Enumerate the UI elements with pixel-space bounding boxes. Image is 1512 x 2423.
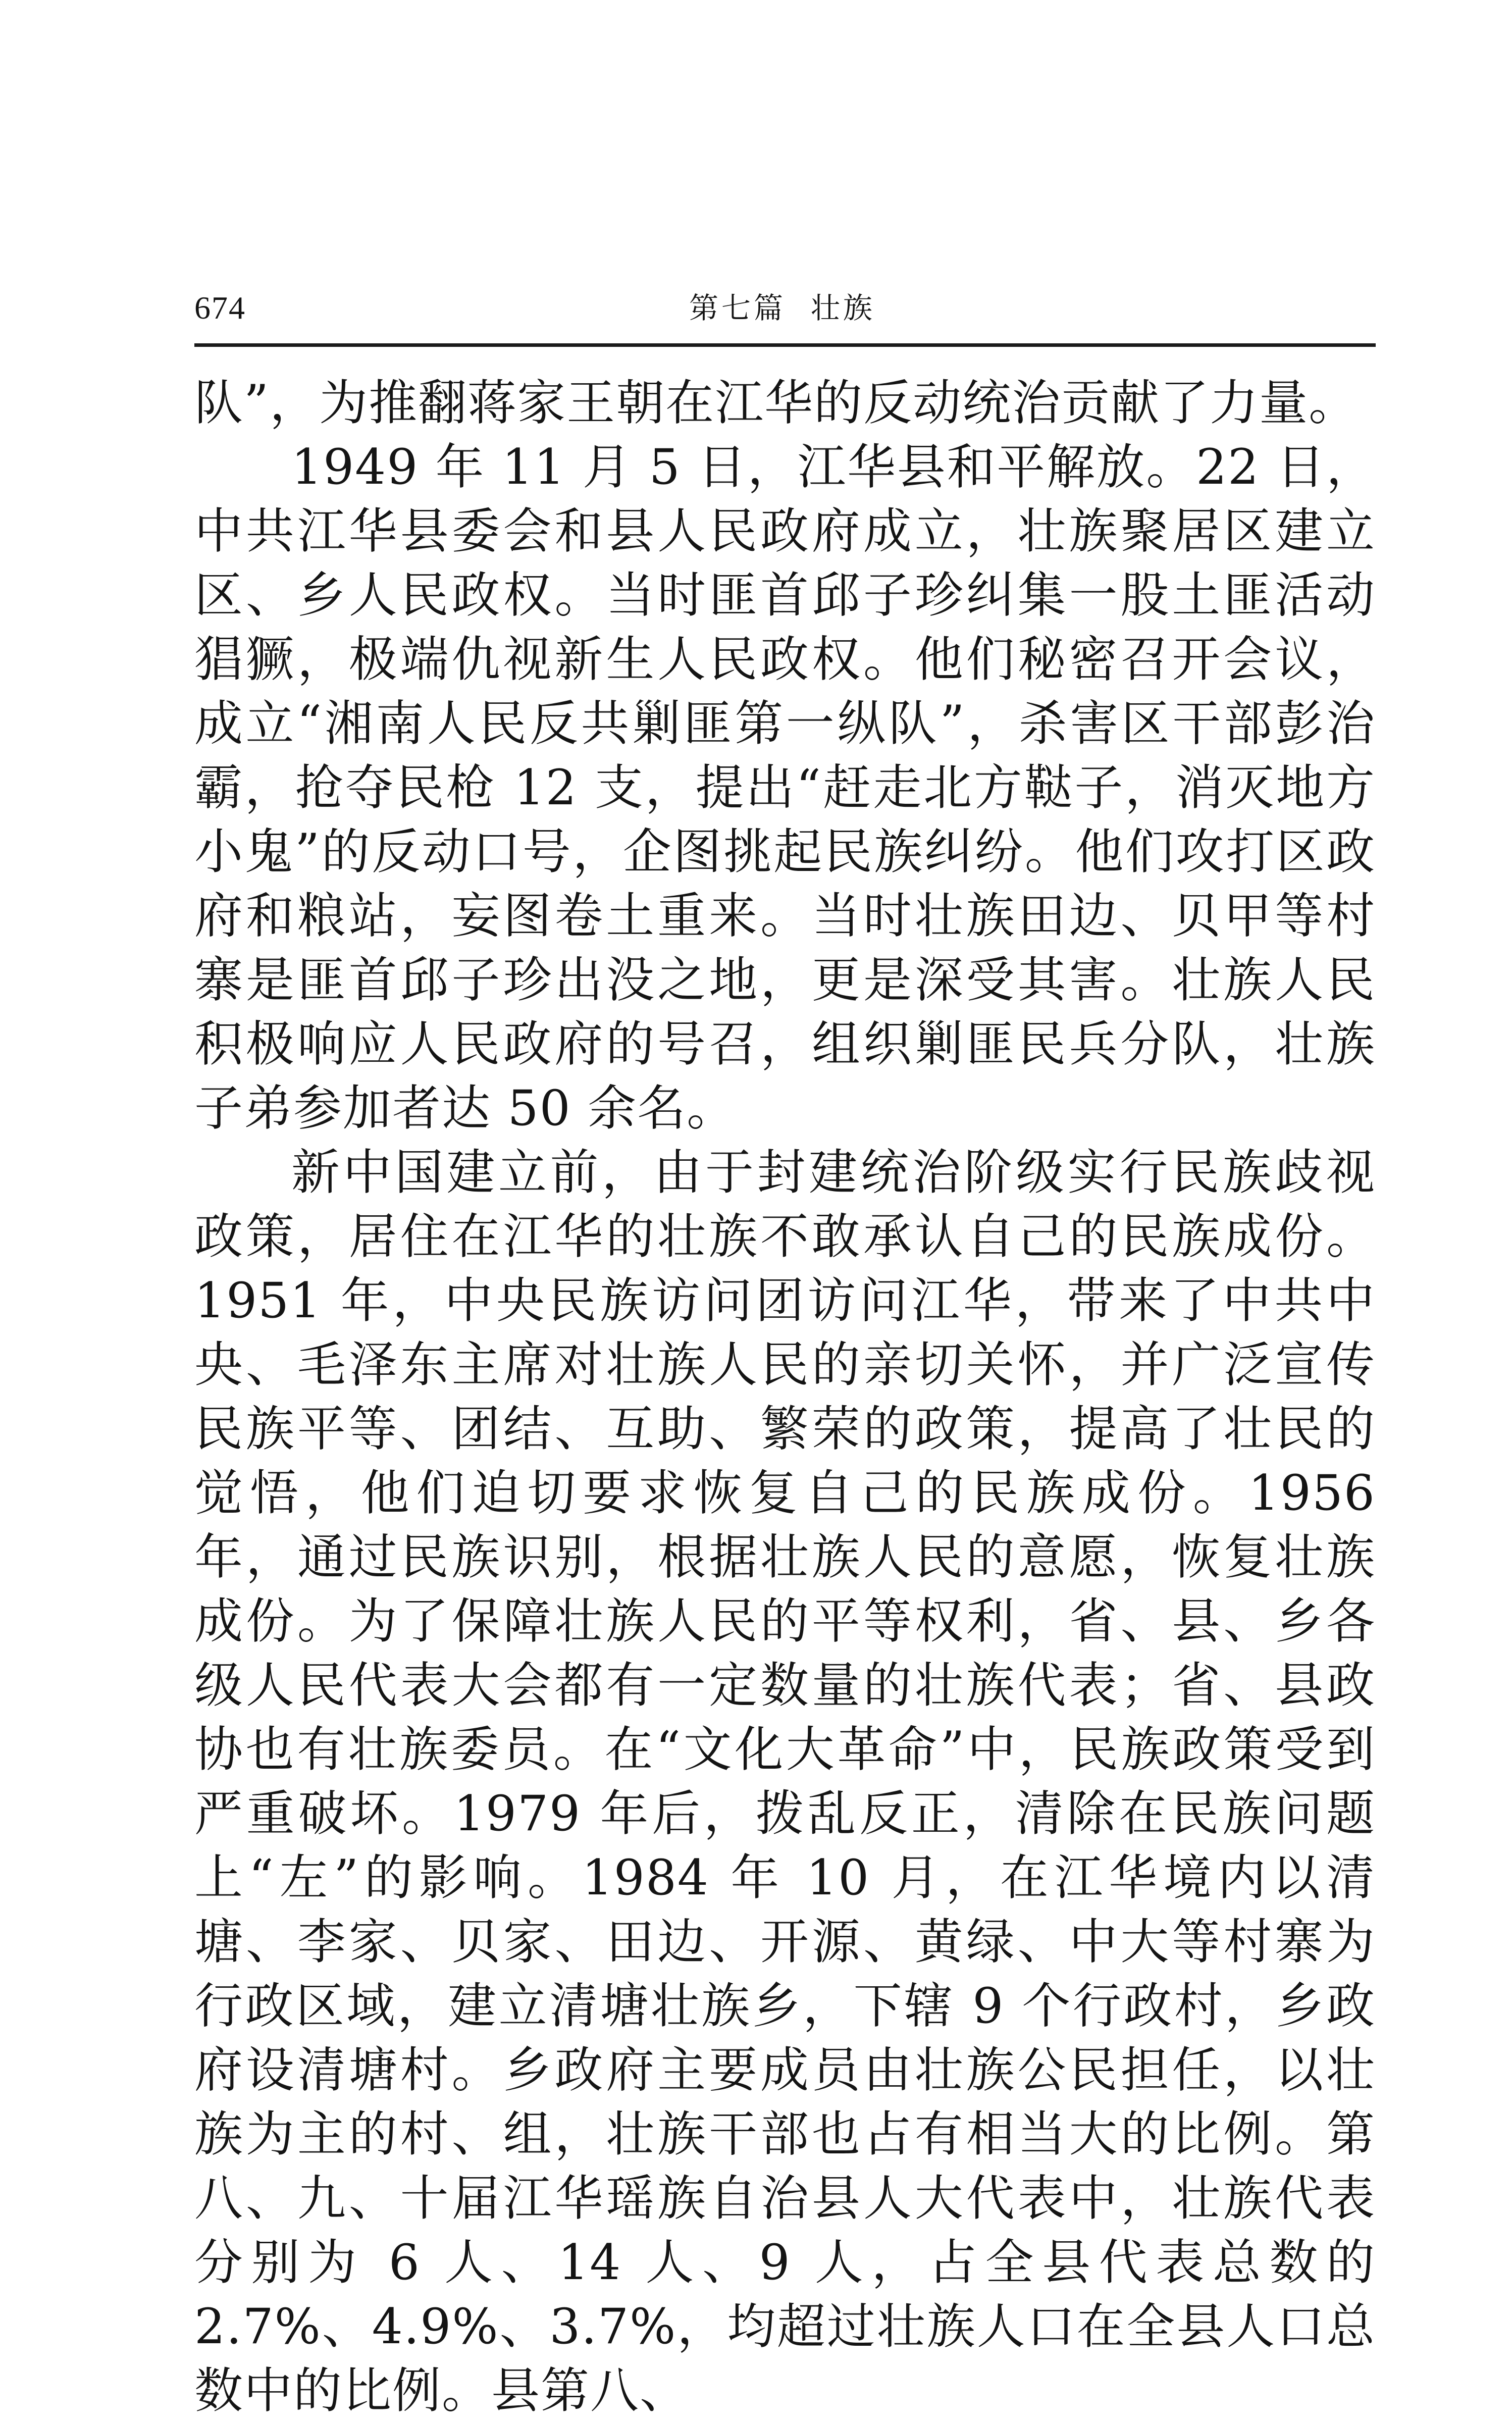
- paragraph-ethnic-policy: 新中国建立前，由于封建统治阶级实行民族歧视政策，居住在江华的壮族不敢承认自己的民族成份。1951 年，中央民族访问团访问江华，带来了中共中央、毛泽东主席对壮族人民的亲切关怀，并广泛宣传民族平等、团结、互助、繁荣的政策，提高了壮民的觉悟，他们迫切要求恢复自己的民族成份。1956 年，通过民族识别，根据壮族人民的意愿，恢复壮族成份。为了保障壮族人民的平等权利，省、县、乡各级人民代表大会都有一定数量的壮族代表；省、县政协也有壮族委员。在“文化大革命”中，民族政策受到严重破坏。1979 年后，拨乱反正，清除在民族问题上“左”的影响。1984 年 10 月，在江华境内以清塘、李家、贝家、田边、开源、黄绿、中大等村寨为行政区域，建立清塘壮族乡，下辖 9 个行政村，乡政府设清塘村。乡政府主要成员由壮族公民担任，以壮族为主的村、组，壮族干部也占有相当大的比例。第八、九、十届江华瑶族自治县人大代表中，壮族代表分别为 6 人、14 人、9 人，占全县代表总数的 2.7%、4.9%、3.7%，均超过壮族人口在全县人口总数中的比例。县第八、: [194, 1144, 1376, 2419]
- paragraph-liberation: 1949 年 11 月 5 日，江华县和平解放。22 日，中共江华县委会和县人民政府成立，壮族聚居区建立区、乡人民政权。当时匪首邱子珍纠集一股土匪活动猖獗，极端仇视新生人民政权。他们秘密召开会议，成立“湘南人民反共剿匪第一纵队”，杀害区干部彭治霸，抢夺民枪 12 支，提出“赶走北方鞑子，消灭地方小鬼”的反动口号，企图挑起民族纠纷。他们攻打区政府和粮站，妄图卷土重来。当时壮族田边、贝甲等村寨是匪首邱子珍出没之地，更是深受其害。壮族人民积极响应人民政府的号召，组织剿匪民兵分队，壮族子弟参加者达 50 余名。: [194, 439, 1376, 1137]
- header-rule: [194, 343, 1376, 347]
- page-number: 674: [194, 290, 246, 326]
- running-head: 第七篇 壮族: [689, 291, 875, 325]
- page-header: [194, 283, 1376, 338]
- paragraph-continued: 队”，为推翻蒋家王朝在江华的反动统治贡献了力量。: [194, 375, 1359, 431]
- body-text: [194, 371, 1376, 2423]
